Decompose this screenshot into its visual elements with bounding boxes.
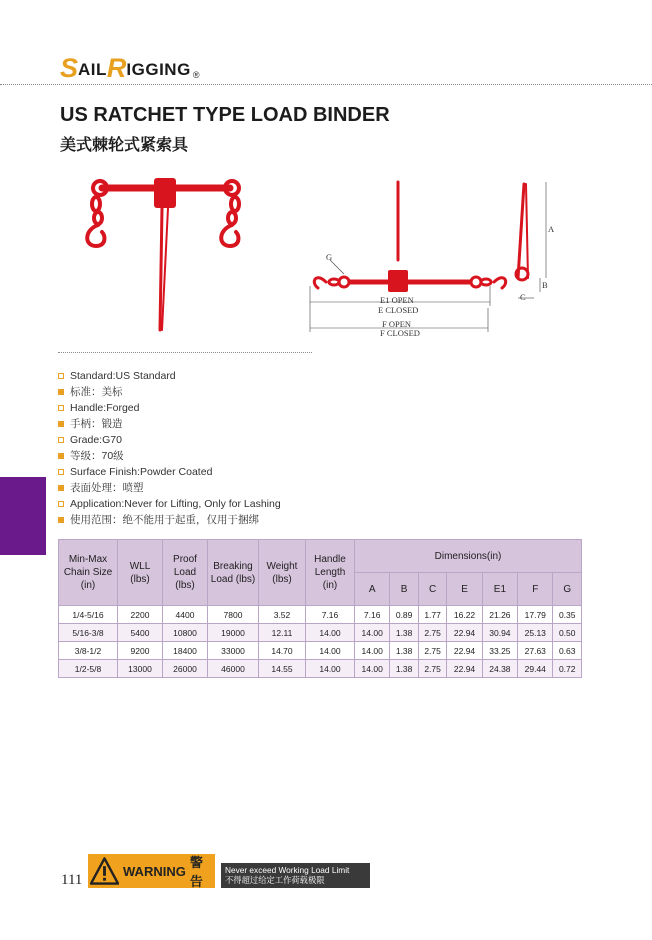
label-a: A <box>548 224 555 234</box>
page-title: US RATCHET TYPE LOAD BINDER <box>60 104 390 126</box>
logo-text-igging: IGGING <box>126 60 191 79</box>
col-chain-size: Min-Max Chain Size (in) <box>59 540 118 606</box>
brand-logo <box>60 52 200 83</box>
table-cell: 33.25 <box>482 642 517 660</box>
table-cell: 46000 <box>208 660 259 678</box>
table-cell: 14.00 <box>306 642 355 660</box>
spec-item: Handle:Forged <box>58 400 281 416</box>
warning-message <box>221 863 370 888</box>
logo-letter-r: R <box>106 53 127 83</box>
warning-label: WARNING <box>123 863 186 879</box>
bullet-hollow-icon <box>58 501 64 507</box>
table-cell: 1.38 <box>390 624 418 642</box>
table-row <box>59 642 582 660</box>
col-handle-length: Handle Length (in) <box>306 540 355 606</box>
table-cell: 14.00 <box>306 660 355 678</box>
bullet-hollow-icon <box>58 405 64 411</box>
logo-registered: ® <box>192 70 200 80</box>
table-cell: 1.38 <box>390 642 418 660</box>
bullet-hollow-icon <box>58 437 64 443</box>
logo-letter-s: S <box>60 53 79 83</box>
spec-item: Grade:G70 <box>58 432 281 448</box>
warning-message-en: Never exceed Working Load Limit <box>225 865 350 875</box>
col-dim-b: B <box>390 573 418 606</box>
spec-item: 标准：美标 <box>58 384 281 400</box>
label-e-closed: E CLOSED <box>378 305 419 315</box>
table-cell: 0.89 <box>390 606 418 624</box>
col-breaking-load: Breaking Load (lbs) <box>208 540 259 606</box>
warning-label-cn: 警告 <box>189 855 203 889</box>
table-row <box>59 606 582 624</box>
table-cell: 2.75 <box>418 642 446 660</box>
table-cell: 7.16 <box>355 606 390 624</box>
dimension-diagram <box>300 178 560 343</box>
table-cell: 19000 <box>208 624 259 642</box>
table-cell: 14.70 <box>259 642 306 660</box>
table-cell: 33000 <box>208 642 259 660</box>
warning-message-cn: 不得超过给定工作荷载极限 <box>225 875 325 885</box>
table-cell: 16.22 <box>447 606 482 624</box>
table-cell: 0.50 <box>553 624 582 642</box>
table-cell: 2200 <box>118 606 163 624</box>
col-dim-e: E <box>447 573 482 606</box>
table-cell: 14.00 <box>355 660 390 678</box>
col-proof-load: Proof Load (lbs) <box>163 540 208 606</box>
table-cell: 14.55 <box>259 660 306 678</box>
col-dim-e1: E1 <box>482 573 517 606</box>
section-side-tab <box>0 477 46 555</box>
spec-table <box>58 539 582 678</box>
warning-icon <box>90 856 119 886</box>
table-cell: 0.63 <box>553 642 582 660</box>
table-cell: 1.38 <box>390 660 418 678</box>
label-g: G <box>326 252 333 262</box>
table-cell: 3.52 <box>259 606 306 624</box>
table-cell: 5400 <box>118 624 163 642</box>
table-cell: 14.00 <box>355 624 390 642</box>
spec-item: 使用范围：绝不能用于起重，仅用于捆绑 <box>58 512 281 528</box>
table-cell: 7800 <box>208 606 259 624</box>
label-f-closed: F CLOSED <box>380 328 420 338</box>
table-cell: 22.94 <box>447 642 482 660</box>
table-cell: 3/8-1/2 <box>59 642 118 660</box>
logo-text-ail: AIL <box>78 60 107 79</box>
table-cell: 10800 <box>163 624 208 642</box>
table-cell: 30.94 <box>482 624 517 642</box>
table-cell: 12.11 <box>259 624 306 642</box>
bullet-filled-icon <box>58 453 64 459</box>
table-cell: 26000 <box>163 660 208 678</box>
col-weight: Weight (lbs) <box>259 540 306 606</box>
table-cell: 1/4-5/16 <box>59 606 118 624</box>
spec-item: Application:Never for Lifting, Only for Lashing <box>58 496 281 512</box>
col-dim-a: A <box>355 573 390 606</box>
table-cell: 2.75 <box>418 660 446 678</box>
page-subtitle-cn: 美式棘轮式紧索具 <box>60 137 189 154</box>
table-cell: 22.94 <box>447 660 482 678</box>
bullet-filled-icon <box>58 421 64 427</box>
table-row <box>59 624 582 642</box>
bullet-filled-icon <box>58 485 64 491</box>
label-f-open: F OPEN <box>382 319 412 329</box>
table-cell: 14.00 <box>355 642 390 660</box>
page-number: 111 <box>61 872 83 888</box>
table-cell: 22.94 <box>447 624 482 642</box>
table-cell: 13000 <box>118 660 163 678</box>
spec-item: Standard:US Standard <box>58 368 281 384</box>
header-divider <box>0 84 652 85</box>
col-wll: WLL (lbs) <box>118 540 163 606</box>
table-cell: 18400 <box>163 642 208 660</box>
table-cell: 4400 <box>163 606 208 624</box>
label-e1-open: E1 OPEN <box>380 295 414 305</box>
col-dimensions: Dimensions(in) <box>355 540 582 573</box>
specs-divider <box>58 352 312 353</box>
spec-item: 等级：70级 <box>58 448 281 464</box>
table-cell: 14.00 <box>306 624 355 642</box>
table-cell: 9200 <box>118 642 163 660</box>
label-b: B <box>542 280 548 290</box>
table-cell: 29.44 <box>518 660 553 678</box>
bullet-filled-icon <box>58 389 64 395</box>
table-cell: 25.13 <box>518 624 553 642</box>
spec-item: 手柄：锻造 <box>58 416 281 432</box>
table-row <box>59 660 582 678</box>
table-cell: 0.72 <box>553 660 582 678</box>
table-cell: 17.79 <box>518 606 553 624</box>
table-cell: 21.26 <box>482 606 517 624</box>
bullet-hollow-icon <box>58 373 64 379</box>
table-cell: 0.35 <box>553 606 582 624</box>
table-cell: 5/16-3/8 <box>59 624 118 642</box>
table-cell: 27.63 <box>518 642 553 660</box>
spec-list <box>58 368 281 528</box>
bullet-filled-icon <box>58 517 64 523</box>
spec-item: 表面处理：喷塑 <box>58 480 281 496</box>
table-cell: 1.77 <box>418 606 446 624</box>
label-c: C <box>520 292 526 302</box>
col-dim-g: G <box>553 573 582 606</box>
table-cell: 24.38 <box>482 660 517 678</box>
bullet-hollow-icon <box>58 469 64 475</box>
col-dim-c: C <box>418 573 446 606</box>
table-cell: 7.16 <box>306 606 355 624</box>
table-cell: 1/2-5/8 <box>59 660 118 678</box>
product-photo <box>80 170 250 335</box>
table-cell: 2.75 <box>418 624 446 642</box>
spec-item: Surface Finish:Powder Coated <box>58 464 281 480</box>
warning-box <box>88 854 215 888</box>
col-dim-f: F <box>518 573 553 606</box>
